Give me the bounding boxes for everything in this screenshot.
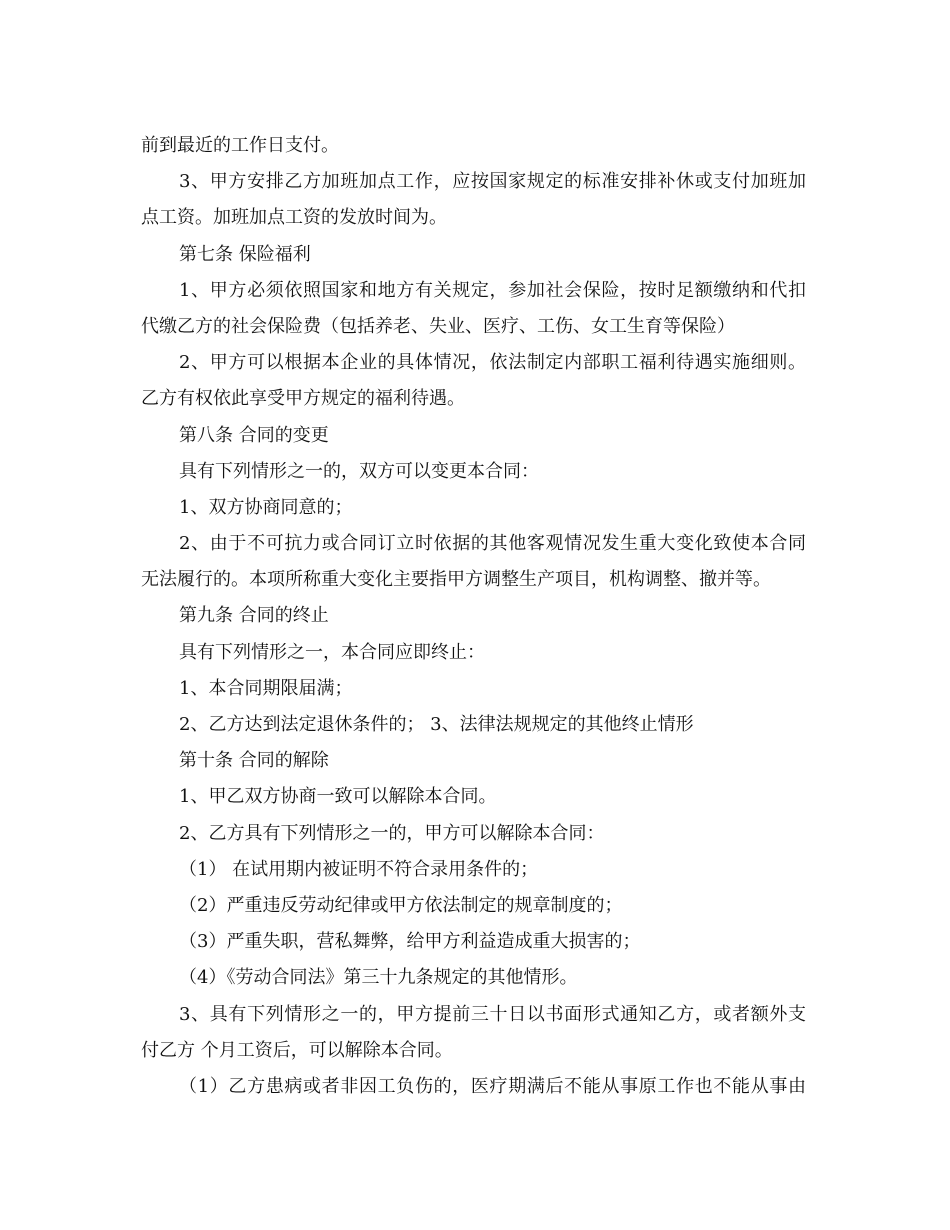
- text-line: 付乙方 个月工资后，可以解除本合同。: [141, 1039, 453, 1061]
- text-line: （2）严重违反劳动纪律或甲方依法制定的规章制度的；: [179, 894, 623, 916]
- text-line: 1、甲方必须依照国家和地方有关规定，参加社会保险，按时足额缴纳和代扣: [179, 279, 806, 301]
- text-line: 1、甲乙双方协商一致可以解除本合同。: [179, 786, 497, 808]
- text-line: （1）乙方患病或者非因工负伤的，医疗期满后不能从事原工作也不能从事由: [179, 1075, 806, 1097]
- text-line: 具有下列情形之一，本合同应即终止：: [179, 641, 485, 663]
- text-line: 前到最近的工作日支付。: [141, 135, 339, 156]
- text-line: 3、具有下列情形之一的，甲方提前三十日以书面形式通知乙方，或者额外支: [179, 1003, 806, 1025]
- text-line: 2、乙方具有下列情形之一的，甲方可以解除本合同：: [179, 822, 605, 844]
- text-line: 代缴乙方的社会保险费（包括养老、失业、医疗、工伤、女工生育等保险）: [141, 315, 735, 337]
- text-line: 2、由于不可抗力或合同订立时依据的其他客观情况发生重大变化致使本合同: [179, 533, 806, 555]
- text-line: （1） 在试用期内被证明不符合录用条件的；: [179, 858, 539, 880]
- document-body: [141, 128, 806, 1105]
- text-line: 1、本合同期限届满；: [179, 677, 353, 699]
- text-line: 2、乙方达到法定退休条件的； 3、法律法规规定的其他终止情形: [179, 714, 694, 735]
- section-heading: 第八条 合同的变更: [179, 424, 329, 446]
- section-heading: 第十条 合同的解除: [179, 750, 329, 772]
- text-line: 无法履行的。本项所称重大变化主要指甲方调整生产项目，机构调整、撤并等。: [141, 569, 771, 591]
- text-line: 点工资。加班加点工资的发放时间为。: [141, 207, 447, 229]
- text-line: 3、甲方安排乙方加班加点工作，应按国家规定的标准安排补休或支付加班加: [179, 171, 806, 193]
- section-heading: 第九条 合同的终止: [179, 605, 329, 627]
- text-line: 1、双方协商同意的；: [179, 496, 353, 518]
- text-line: （3）严重失职，营私舞弊，给甲方利益造成重大损害的；: [179, 931, 641, 953]
- text-line: （4）《劳动合同法》第三十九条规定的其他情形。: [179, 967, 578, 989]
- text-line: 具有下列情形之一的，双方可以变更本合同：: [179, 460, 539, 482]
- text-line: 乙方有权依此享受甲方规定的福利待遇。: [141, 388, 465, 410]
- section-heading: 第七条 保险福利: [179, 243, 311, 265]
- text-line: 2、甲方可以根据本企业的具体情况，依法制定内部职工福利待遇实施细则。: [179, 352, 806, 374]
